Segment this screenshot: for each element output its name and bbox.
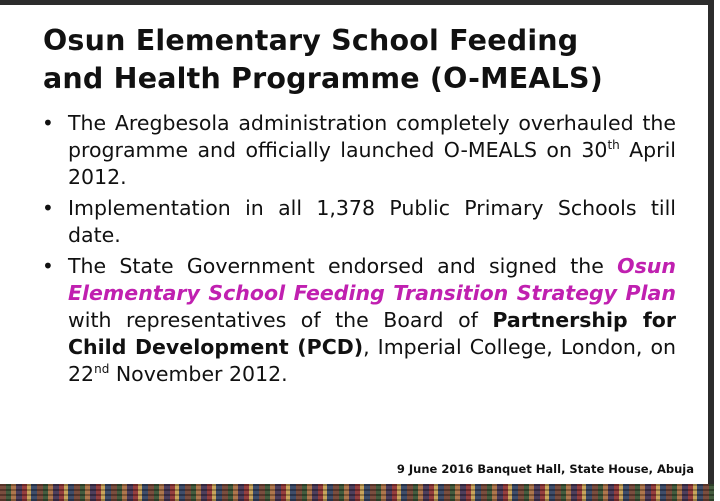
decorative-fabric-overlay bbox=[0, 484, 714, 501]
footer-note: 9 June 2016 Banquet Hall, State House, Abuja bbox=[396, 462, 694, 476]
title-line-1: Osun Elementary School Feeding bbox=[43, 24, 579, 57]
slide-title bbox=[43, 22, 693, 98]
slide-top-border bbox=[0, 0, 714, 5]
bullet-3-text-tail: , Imperial College, London, on 22 bbox=[68, 335, 676, 386]
bullet-item-2 bbox=[40, 195, 676, 249]
title-line-2: and Health Programme (O-MEALS) bbox=[43, 62, 603, 95]
bullet-1-sup: th bbox=[607, 138, 620, 153]
bullet-dot-icon: • bbox=[42, 254, 54, 278]
bullet-3-text-mid: with representatives of the Board of bbox=[68, 308, 493, 332]
bullet-item-1 bbox=[40, 110, 676, 191]
strategy-plan-highlight: Osun Elementary School Feeding Transition Strategy Plan bbox=[68, 254, 676, 305]
bullet-item-3 bbox=[40, 253, 676, 388]
bullet-3-text: The State Government endorsed and signed the bbox=[68, 254, 618, 278]
bullet-1-text: The Aregbesola administration completely overhauled the programme and officially launched O-MEALS on 30 bbox=[68, 111, 676, 162]
bullet-1-text-end: April 2012. bbox=[68, 138, 677, 189]
bullet-dot-icon: • bbox=[42, 196, 54, 220]
pcd-bold: Partnership for Child Development (PCD) bbox=[68, 308, 676, 359]
bullet-dot-icon: • bbox=[42, 111, 54, 135]
bullet-3-text-end: November 2012. bbox=[109, 362, 288, 386]
bullet-list bbox=[40, 110, 676, 392]
bullet-3-sup: nd bbox=[94, 362, 110, 377]
bullet-2-text: Implementation in all 1,378 Public Primary Schools till date. bbox=[68, 196, 676, 247]
